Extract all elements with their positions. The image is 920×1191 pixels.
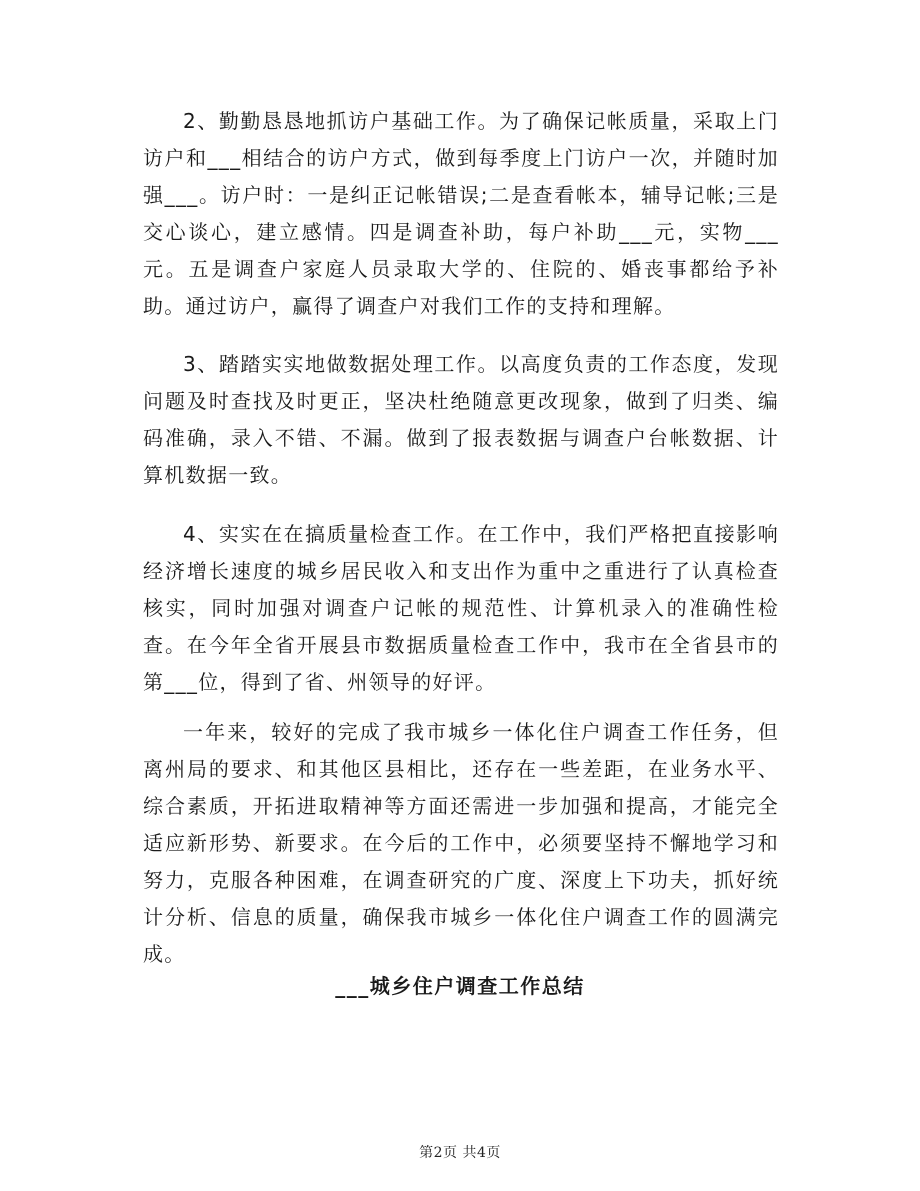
paragraph-year-summary: 一年来，较好的完成了我市城乡一体化住户调查工作任务，但离州局的要求、和其他区县相比，还存在一些差距，在业务水平、综合素质，开拓进取精神等方面还需进一步加强和提高，才能完全适应新形势、新要求。在今后的工作中，必须要坚持不懈地学习和努力，克服各种困难，在调查研究的广度、深度上下功夫，抓好统计分析、信息的质量，确保我市城乡一体化住户调查工作的圆满完成。 bbox=[143, 720, 779, 966]
paragraph-access-households: 2、勤勤恳恳地抓访户基础工作。为了确保记帐质量，采取上门访户和___相结合的访户方式，做到每季度上门访户一次，并随时加强___。访户时：一是纠正记帐错误;二是查看帐本，辅导记帐;三是交心谈心，建立感情。四是调查补助，每户补助___元，实物___元。五是调查户家庭人员录取大学的、住院的、婚丧事都给予补助。通过访户，赢得了调查户对我们工作的支持和理解。 bbox=[143, 109, 779, 318]
paragraph-data-processing: 3、踏踏实实地做数据处理工作。以高度负责的工作态度，发现问题及时查找及时更正，坚决杜绝随意更改现象，做到了归类、编码准确，录入不错、不漏。做到了报表数据与调查户台帐数据、计算机数据一致。 bbox=[143, 352, 779, 487]
page-indicator: 第2页 共4页 bbox=[419, 1145, 501, 1161]
next-document-title: ___城乡住户调查工作总结 bbox=[335, 974, 585, 998]
paragraph-quality-check: 4、实实在在搞质量检查工作。在工作中，我们严格把直接影响经济增长速度的城乡居民收入和支出作为重中之重进行了认真检查核实，同时加强对调查户记帐的规范性、计算机录入的准确性检查。在今年全省开展县市数据质量检查工作中，我市在全省县市的第___位，得到了省、州领导的好评。 bbox=[143, 522, 779, 694]
